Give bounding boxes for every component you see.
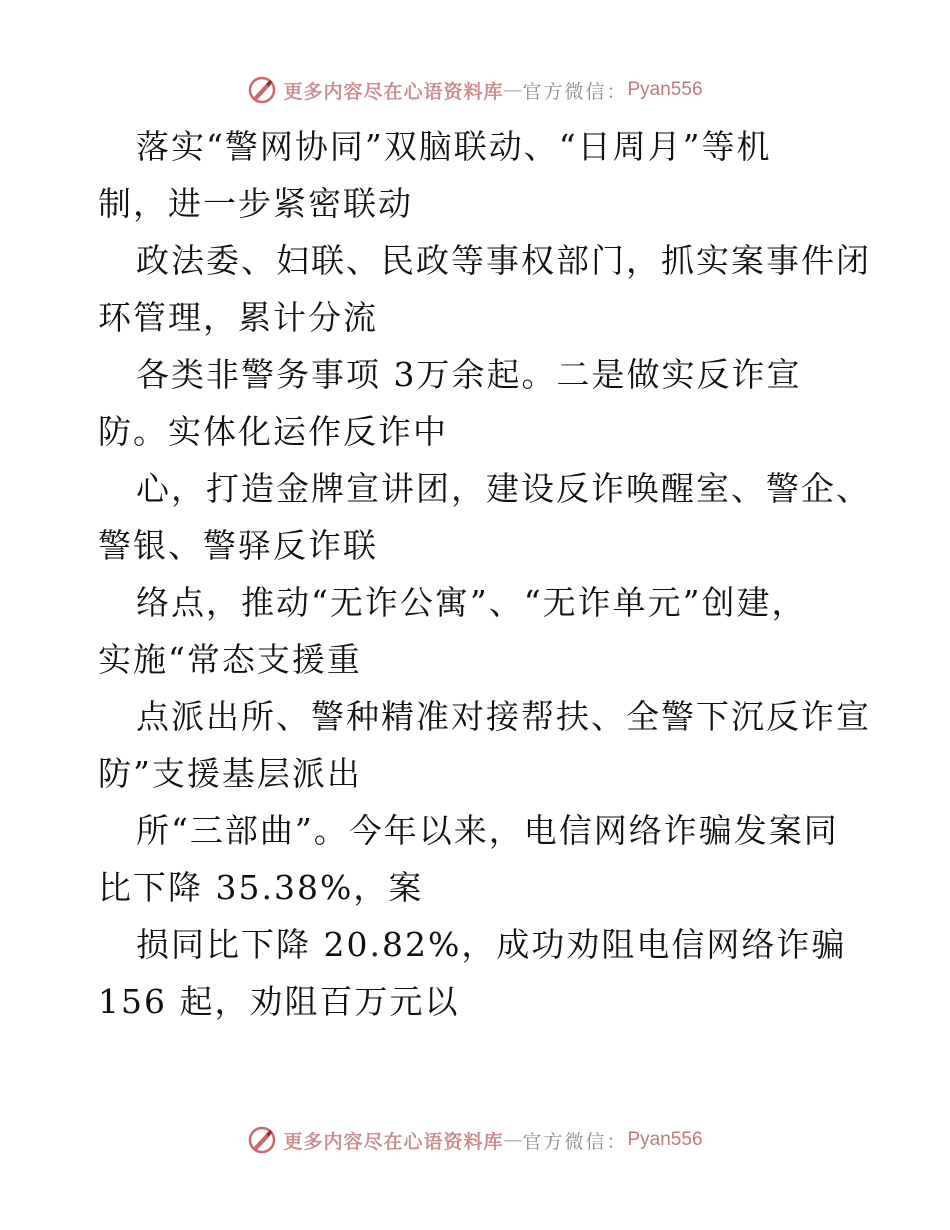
text-line: 损同比下降 20.82%，成功劝阻电信网络诈骗: [136, 925, 847, 964]
watermark-separator: —: [503, 1129, 523, 1151]
text-line: 警银、警驿反诈联: [98, 526, 378, 565]
document-body: [98, 118, 878, 1030]
header-watermark: [0, 70, 950, 110]
pen-logo-icon: [247, 1125, 277, 1155]
text-line: 落实“警网协同”双脑联动、“日周月”等机: [136, 127, 772, 166]
text-line: 实施“常态支援重: [98, 640, 362, 679]
text-line: 所“三部曲”。今年以来，电信网络诈骗发案同: [136, 811, 839, 850]
watermark-wechat-label: 官方微信：: [522, 1130, 628, 1153]
text-line: 心，打造金牌宣讲团，建设反诈唤醒室、警企、: [136, 469, 871, 508]
text-line: 防”支援基层派出: [98, 754, 362, 793]
text-line: 政法委、妇联、民政等事权部门，抓实案事件闭: [136, 241, 871, 280]
watermark-wechat-id: Pyan556: [627, 1129, 703, 1150]
text-line: 点派出所、警种精准对接帮扶、全警下沉反诈宣: [136, 697, 871, 736]
text-line: 环管理，累计分流: [98, 298, 378, 337]
text-line: 络点，推动“无诈公寓”、“无诈单元”创建，: [136, 583, 807, 622]
pen-logo-icon: [247, 75, 277, 105]
text-line: 防。实体化运作反诈中: [98, 412, 448, 451]
watermark-wechat-id: Pyan556: [627, 79, 703, 100]
text-line: 制，进一步紧密联动: [98, 184, 413, 223]
text-line: 比下降 35.38%，案: [98, 868, 424, 907]
watermark-wechat-label: 官方微信：: [522, 80, 628, 103]
text-line: 各类非警务事项 3万余起。二是做实反诈宣: [136, 355, 802, 394]
text-line: 156 起，劝阻百万元以: [98, 982, 460, 1021]
watermark-title: 更多内容尽在心语资料库: [283, 80, 504, 103]
watermark-separator: —: [503, 79, 523, 101]
watermark-title: 更多内容尽在心语资料库: [283, 1130, 504, 1153]
footer-watermark: [0, 1120, 950, 1160]
